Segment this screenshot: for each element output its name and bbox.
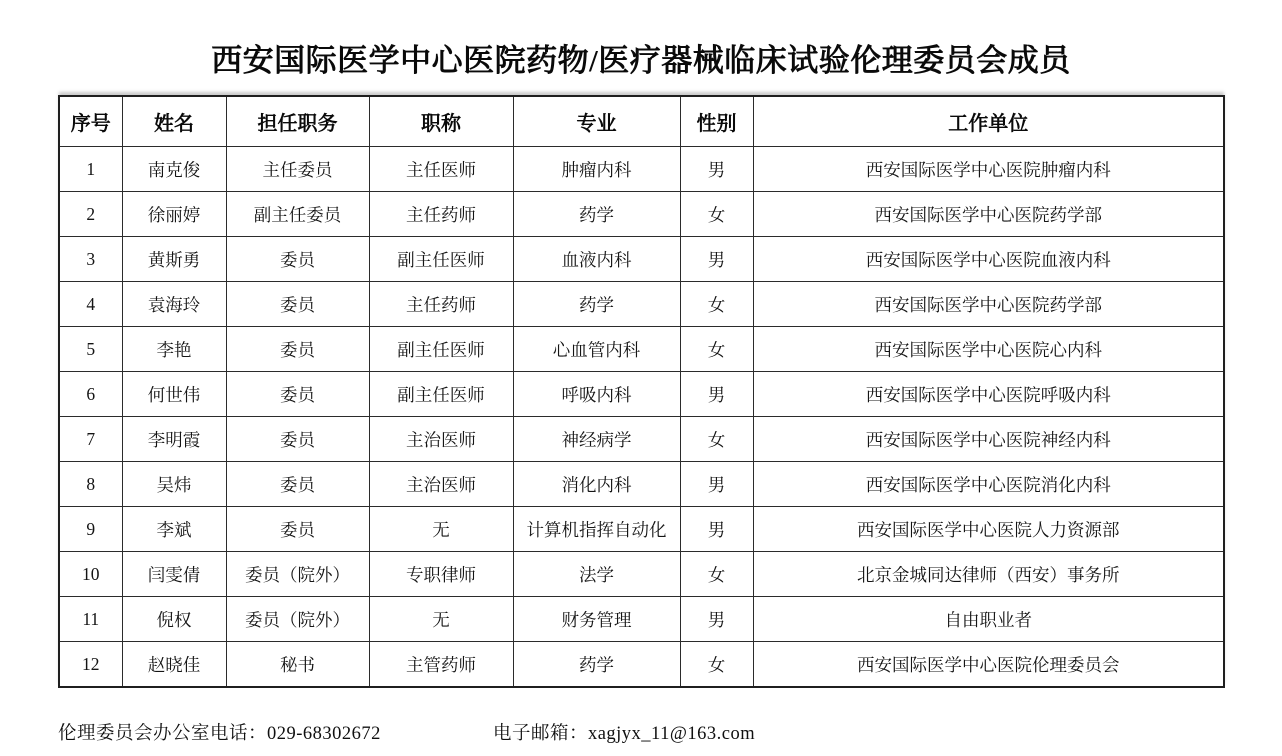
table-cell: 委员 xyxy=(226,282,369,327)
column-header: 性别 xyxy=(680,96,753,147)
table-cell: 委员（院外） xyxy=(226,597,369,642)
column-header: 工作单位 xyxy=(753,96,1224,147)
table-cell: 副主任委员 xyxy=(226,192,369,237)
table-row xyxy=(59,192,1224,237)
table-body xyxy=(59,147,1224,688)
table-cell: 李艳 xyxy=(122,327,226,372)
table-cell: 委员 xyxy=(226,417,369,462)
table-cell: 8 xyxy=(59,462,122,507)
table-cell: 男 xyxy=(680,147,753,192)
table-cell: 无 xyxy=(369,597,513,642)
table-cell: 何世伟 xyxy=(122,372,226,417)
office-phone xyxy=(58,719,381,745)
table-cell: 主任药师 xyxy=(369,282,513,327)
table-cell: 委员 xyxy=(226,507,369,552)
table-row xyxy=(59,282,1224,327)
column-header: 序号 xyxy=(59,96,122,147)
email-label: 电子邮箱： xyxy=(492,724,588,744)
table-row xyxy=(59,372,1224,417)
table-cell: 呼吸内科 xyxy=(513,372,680,417)
table-cell: 徐丽婷 xyxy=(122,192,226,237)
table-cell: 主管药师 xyxy=(369,642,513,688)
table-cell: 女 xyxy=(680,417,753,462)
table-cell: 主治医师 xyxy=(369,417,513,462)
table-cell: 男 xyxy=(680,597,753,642)
table-cell: 财务管理 xyxy=(513,597,680,642)
table-cell: 男 xyxy=(680,372,753,417)
column-header: 职称 xyxy=(369,96,513,147)
table-cell: 神经病学 xyxy=(513,417,680,462)
table-cell: 7 xyxy=(59,417,122,462)
table-cell: 委员（院外） xyxy=(226,552,369,597)
table-cell: 西安国际医学中心医院药学部 xyxy=(753,192,1224,237)
table-cell: 倪权 xyxy=(122,597,226,642)
table-row xyxy=(59,462,1224,507)
table-cell: 主任委员 xyxy=(226,147,369,192)
column-header: 担任职务 xyxy=(226,96,369,147)
table-cell: 血液内科 xyxy=(513,237,680,282)
table-cell: 法学 xyxy=(513,552,680,597)
table-cell: 黄斯勇 xyxy=(122,237,226,282)
table-cell: 委员 xyxy=(226,237,369,282)
table-cell: 李明霞 xyxy=(122,417,226,462)
table-cell: 女 xyxy=(680,192,753,237)
table-row xyxy=(59,597,1224,642)
phone-number: 029-68302672 xyxy=(267,724,381,744)
table-cell: 闫雯倩 xyxy=(122,552,226,597)
table-cell: 药学 xyxy=(513,192,680,237)
table-cell: 主治医师 xyxy=(369,462,513,507)
table-cell: 消化内科 xyxy=(513,462,680,507)
table-cell: 北京金城同达律师（西安）事务所 xyxy=(753,552,1224,597)
table-cell: 女 xyxy=(680,282,753,327)
table-cell: 南克俊 xyxy=(122,147,226,192)
table-cell: 秘书 xyxy=(226,642,369,688)
table-cell: 专职律师 xyxy=(369,552,513,597)
table-cell: 西安国际医学中心医院呼吸内科 xyxy=(753,372,1224,417)
table-cell: 女 xyxy=(680,642,753,688)
table-cell: 西安国际医学中心医院消化内科 xyxy=(753,462,1224,507)
table-cell: 药学 xyxy=(513,282,680,327)
table-cell: 委员 xyxy=(226,327,369,372)
table-cell: 李斌 xyxy=(122,507,226,552)
table-cell: 自由职业者 xyxy=(753,597,1224,642)
phone-label: 伦理委员会办公室电话： xyxy=(58,724,268,744)
table-cell: 西安国际医学中心医院人力资源部 xyxy=(753,507,1224,552)
table-row xyxy=(59,417,1224,462)
table-cell: 5 xyxy=(59,327,122,372)
table-cell: 12 xyxy=(59,642,122,688)
table-cell: 西安国际医学中心医院药学部 xyxy=(753,282,1224,327)
table-row xyxy=(59,507,1224,552)
table-cell: 无 xyxy=(369,507,513,552)
table-cell: 赵晓佳 xyxy=(122,642,226,688)
table-cell: 6 xyxy=(59,372,122,417)
table-row xyxy=(59,642,1224,688)
table-cell: 10 xyxy=(59,552,122,597)
email-address: xagjyx_11@163.com xyxy=(587,724,756,744)
table-cell: 男 xyxy=(680,237,753,282)
members-table xyxy=(58,95,1225,688)
office-email xyxy=(493,719,755,745)
table-cell: 11 xyxy=(59,597,122,642)
column-header: 姓名 xyxy=(122,96,226,147)
table-cell: 3 xyxy=(59,237,122,282)
footer-contact xyxy=(58,719,1282,745)
table-cell: 委员 xyxy=(226,372,369,417)
table-cell: 副主任医师 xyxy=(369,327,513,372)
table-row xyxy=(59,552,1224,597)
table-cell: 女 xyxy=(680,327,753,372)
table-cell: 西安国际医学中心医院神经内科 xyxy=(753,417,1224,462)
table-cell: 吴炜 xyxy=(122,462,226,507)
table-cell: 男 xyxy=(680,507,753,552)
table-cell: 主任药师 xyxy=(369,192,513,237)
table-cell: 9 xyxy=(59,507,122,552)
table-cell: 西安国际医学中心医院肿瘤内科 xyxy=(753,147,1224,192)
header-row xyxy=(59,96,1224,147)
page-title: 西安国际医学中心医院药物/医疗器械临床试验伦理委员会成员 xyxy=(211,43,1071,78)
table-cell: 1 xyxy=(59,147,122,192)
table-cell: 西安国际医学中心医院伦理委员会 xyxy=(753,642,1224,688)
table-cell: 主任医师 xyxy=(369,147,513,192)
table-cell: 袁海玲 xyxy=(122,282,226,327)
table-cell: 西安国际医学中心医院血液内科 xyxy=(753,237,1224,282)
table-cell: 委员 xyxy=(226,462,369,507)
table-row xyxy=(59,237,1224,282)
table-cell: 副主任医师 xyxy=(369,237,513,282)
table-row xyxy=(59,327,1224,372)
table-row xyxy=(59,147,1224,192)
table-cell: 2 xyxy=(59,192,122,237)
table-cell: 药学 xyxy=(513,642,680,688)
table-cell: 计算机指挥自动化 xyxy=(513,507,680,552)
table-cell: 4 xyxy=(59,282,122,327)
table-cell: 肿瘤内科 xyxy=(513,147,680,192)
table-cell: 副主任医师 xyxy=(369,372,513,417)
column-header: 专业 xyxy=(513,96,680,147)
table-cell: 心血管内科 xyxy=(513,327,680,372)
table-cell: 女 xyxy=(680,552,753,597)
table-cell: 西安国际医学中心医院心内科 xyxy=(753,327,1224,372)
table-cell: 男 xyxy=(680,462,753,507)
